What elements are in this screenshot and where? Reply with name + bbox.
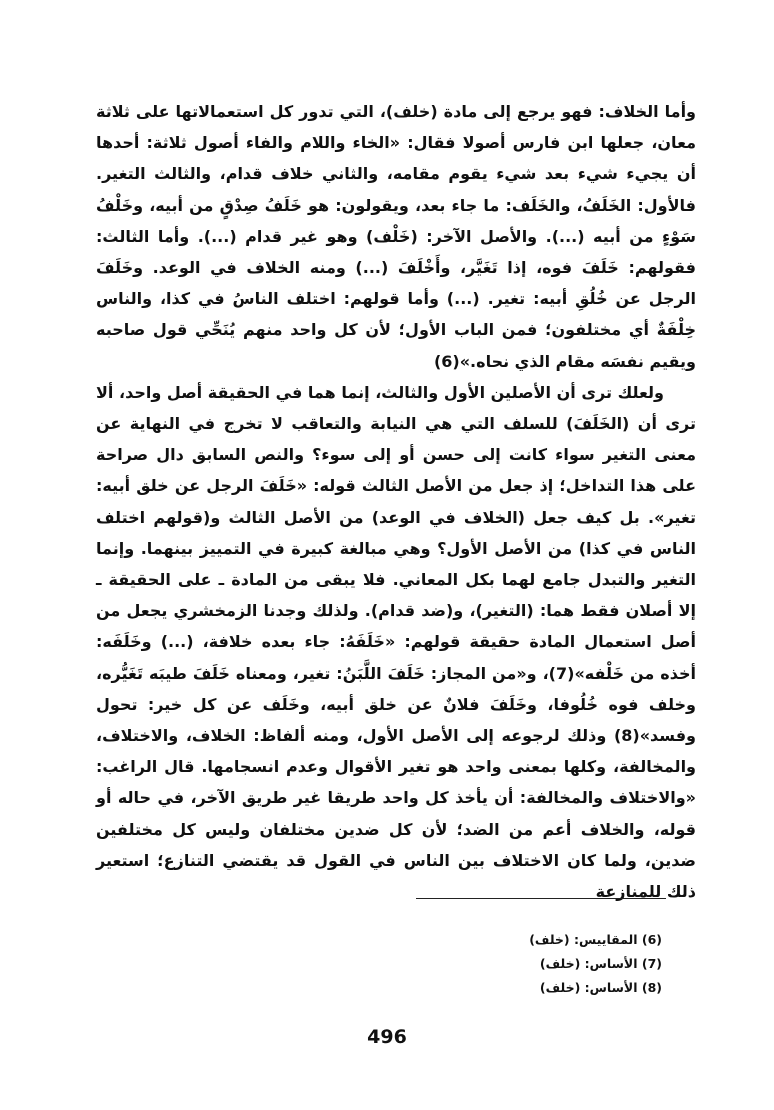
footnote-8: (8) الأساس: (خلف) [539,980,662,995]
page-number: 496 [367,1026,407,1048]
main-text [96,96,696,907]
paragraph-1: وأما الخلاف: فهو يرجع إلى مادة (خلف)، التي تدور كل استعمالاتها على ثلاثة معان، جعلها ابن فارس أصولا فقال: «الخاء واللام والفاء أصول ثلاثة: أحدها أن يجيء شيء بعد شيء يقوم مقامه، والثاني خلاف قدام، والثالث التغير. فالأول: الخَلَفُ، والخَلَف: ما جاء بعد، ويقولون: هو خَلَفُ صِدْقٍ من أبيه، وخَلْفُ سَوْءٍ من أبيه (...). والأصل الآخر: (خَلْف) وهو غير قدام (...). وأما الثالث: فقولهم: خَلَفَ فوه، إذا تَغَيَّر، وأَخْلَفَ (...) ومنه الخلاف في الوعد. وخَلَفَ الرجل عن خُلُقِ أبيه: تغير. (...) وأما قولهم: اختلف الناسُ في كذا، والناس خِلْفَةٌ أي مختلفون؛ فمن الباب الأول؛ لأن كل واحد منهم يُنَحِّي قول صاحبه ويقيم نفسَه مقام الذي نحاه.»(6) [96,102,696,371]
footnotes [362,928,662,1000]
footnote-separator [416,898,666,899]
footnote-7: (7) الأساس: (خلف) [539,956,662,971]
paragraph-2: ولعلك ترى أن الأصلين الأول والثالث، إنما هما في الحقيقة أصل واحد، ألا ترى أن (الخَلَفَ) للسلف التي هي النيابة والتعاقب لا تخرج في النهاية عن معنى التغير سواء كانت إلى حسن أو إلى سوء؟ والنص السابق دال صراحة على هذا التداخل؛ إذ جعل من الأصل الثالث قوله: «خَلَفَ الرجل عن خلق أبيه: تغير». بل كيف جعل (الخلاف في الوعد) من الأصل الثالث و(قولهم اختلف الناس في كذا) من الأصل الأول؟ وهي مبالغة كبيرة في التمييز بينهما. وإنما التغير والتبدل جامع لهما بكل المعاني. فلا يبقى من المادة ـ على الحقيقة ـ إلا أصلان فقط هما: (التغير)، و(ضد قدام). ولذلك وجدنا الزمخشري يجعل من أصل استعمال المادة حقيقة قولهم: «خَلَفَهُ: جاء بعده خلافة، (...) وخَلَفَه: أخذه من خَلْفه»(7)، و«من المجاز: خَلَفَ اللَّبَنُ: تغير، ومعناه خَلَفَ طيبَه تَغَيُّره، وخلف فوه خُلُوفا، وخَلَفَ فلانٌ عن خلق أبيه، وخَلَف عن كل خير: تحول وفسد»(8) وذلك لرجوعه إلى الأصل الأول، ومنه ألفاظ: الخلاف، والاختلاف، والمخالفة، وكلها بمعنى واحد هو تغير الأقوال وعدم انسجامها. قال الراغب: «والاختلاف والمخالفة: أن يأخذ كل واحد طريقا غير طريق الآخر، في حاله أو قوله، والخلاف أعم من الضد؛ لأن كل ضدين مختلفان وليس كل مختلفين ضدين، ولما كان الاختلاف بين الناس في القول قد يقتضي التنازع؛ استعير ذلك للمنازعة [96,382,696,902]
footnote-6: (6) المقاييس: (خلف) [529,932,662,947]
